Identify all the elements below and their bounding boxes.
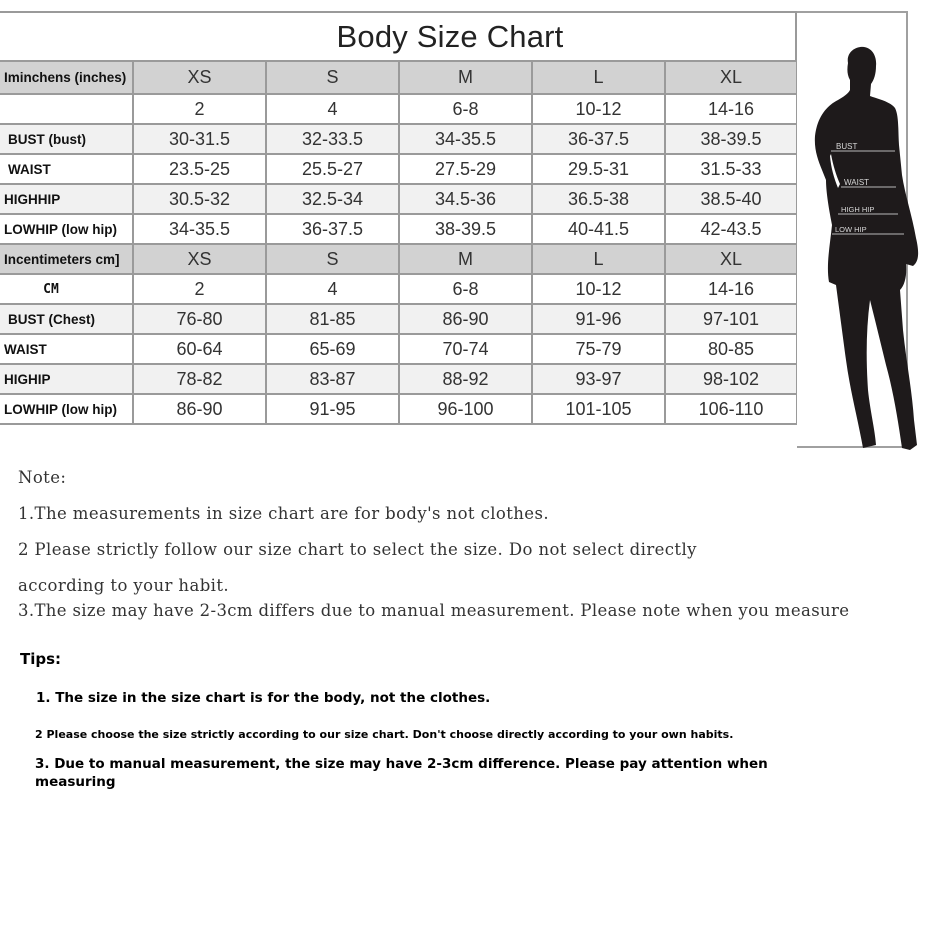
table-cell: 80-85	[665, 334, 797, 364]
table-cell: 65-69	[266, 334, 399, 364]
table-cell: 36-37.5	[266, 214, 399, 244]
size-header-l: L	[532, 244, 665, 274]
centimeters-section-label: Incentimeters cm]	[0, 244, 133, 274]
table-cell: 36.5-38	[532, 184, 665, 214]
table-cell: 97-101	[665, 304, 797, 334]
table-cell: 4	[266, 94, 399, 124]
table-cell: 96-100	[399, 394, 532, 424]
table-cell: 91-95	[266, 394, 399, 424]
table-cell: 34.5-36	[399, 184, 532, 214]
table-cell: 14-16	[665, 274, 797, 304]
table-cell: 29.5-31	[532, 154, 665, 184]
table-cell: 88-92	[399, 364, 532, 394]
body-silhouette-icon	[0, 0, 950, 460]
table-cell: 38-39.5	[665, 124, 797, 154]
row-label: HIGHIP	[0, 364, 133, 394]
chart-title: Body Size Chart	[336, 18, 564, 54]
size-header-xl: XL	[665, 61, 797, 94]
table-cell: 30-31.5	[133, 124, 266, 154]
table-cell: 86-90	[133, 394, 266, 424]
table-cell: 40-41.5	[532, 214, 665, 244]
tips-line-3: 3. Due to manual measurement, the size may have 2-3cm difference. Please pay attention when	[35, 756, 768, 772]
table-cell: 98-102	[665, 364, 797, 394]
table-cell: 10-12	[532, 274, 665, 304]
note-heading: Note:	[18, 468, 67, 487]
size-header-xl: XL	[665, 244, 797, 274]
table-cell: 83-87	[266, 364, 399, 394]
table-cell: 106-110	[665, 394, 797, 424]
table-cell: 70-74	[399, 334, 532, 364]
row-label: BUST (Chest)	[0, 304, 133, 334]
size-header-m: M	[399, 244, 532, 274]
inches-section-label: Iminchens (inches)	[0, 61, 133, 94]
tips-heading: Tips:	[20, 650, 62, 668]
size-header-xs: XS	[133, 244, 266, 274]
table-cell: 6-8	[399, 274, 532, 304]
table-cell: 93-97	[532, 364, 665, 394]
row-label: LOWHIP (low hip)	[0, 394, 133, 424]
size-header-s: S	[266, 244, 399, 274]
table-cell: 32-33.5	[266, 124, 399, 154]
note-line-2-cont: according to your habit.	[18, 576, 230, 595]
table-cell: 101-105	[532, 394, 665, 424]
note-line-3: 3.The size may have 2-3cm differs due to manual measurement. Please note when you measure	[18, 601, 850, 620]
table-cell: 25.5-27	[266, 154, 399, 184]
size-header-m: M	[399, 61, 532, 94]
tips-line-1: 1. The size in the size chart is for the body, not the clothes.	[36, 690, 491, 706]
table-cell: 10-12	[532, 94, 665, 124]
table-cell: 36-37.5	[532, 124, 665, 154]
table-cell: 4	[266, 274, 399, 304]
row-label: BUST (bust)	[0, 124, 133, 154]
figure-label-waist: WAIST	[844, 178, 870, 187]
table-cell: 32.5-34	[266, 184, 399, 214]
table-cell: 81-85	[266, 304, 399, 334]
note-line-2: 2 Please strictly follow our size chart to select the size. Do not select directly	[18, 540, 697, 559]
table-cell: 75-79	[532, 334, 665, 364]
table-cell: 38.5-40	[665, 184, 797, 214]
row-label: HIGHHIP	[0, 184, 133, 214]
table-cell: 2	[133, 94, 266, 124]
table-cell: 31.5-33	[665, 154, 797, 184]
table-cell: 34-35.5	[399, 124, 532, 154]
table-cell: 2	[133, 274, 266, 304]
table-cell: 38-39.5	[399, 214, 532, 244]
tips-line-2: 2 Please choose the size strictly according to our size chart. Don't choose directly according to your own habits.	[35, 728, 734, 741]
figure-label-low-hip: LOW HIP	[835, 225, 867, 234]
table-cell: 27.5-29	[399, 154, 532, 184]
tips-line-3-cont: measuring	[35, 774, 116, 790]
table-cell: 30.5-32	[133, 184, 266, 214]
table-cell: 23.5-25	[133, 154, 266, 184]
row-label: WAIST	[0, 154, 133, 184]
row-label: CM	[0, 274, 133, 304]
table-cell: 60-64	[133, 334, 266, 364]
table-cell: 42-43.5	[665, 214, 797, 244]
row-label: WAIST	[0, 334, 133, 364]
table-cell: 76-80	[133, 304, 266, 334]
table-cell: 6-8	[399, 94, 532, 124]
figure-label-high-hip: HIGH HIP	[841, 205, 875, 214]
size-header-s: S	[266, 61, 399, 94]
table-cell: 78-82	[133, 364, 266, 394]
row-label: LOWHIP (low hip)	[0, 214, 133, 244]
size-header-xs: XS	[133, 61, 266, 94]
size-header-l: L	[532, 61, 665, 94]
note-line-1: 1.The measurements in size chart are for body's not clothes.	[18, 504, 549, 523]
table-cell: 14-16	[665, 94, 797, 124]
table-cell: 86-90	[399, 304, 532, 334]
figure-label-bust: BUST	[836, 142, 858, 151]
table-cell: 34-35.5	[133, 214, 266, 244]
table-cell: 91-96	[532, 304, 665, 334]
